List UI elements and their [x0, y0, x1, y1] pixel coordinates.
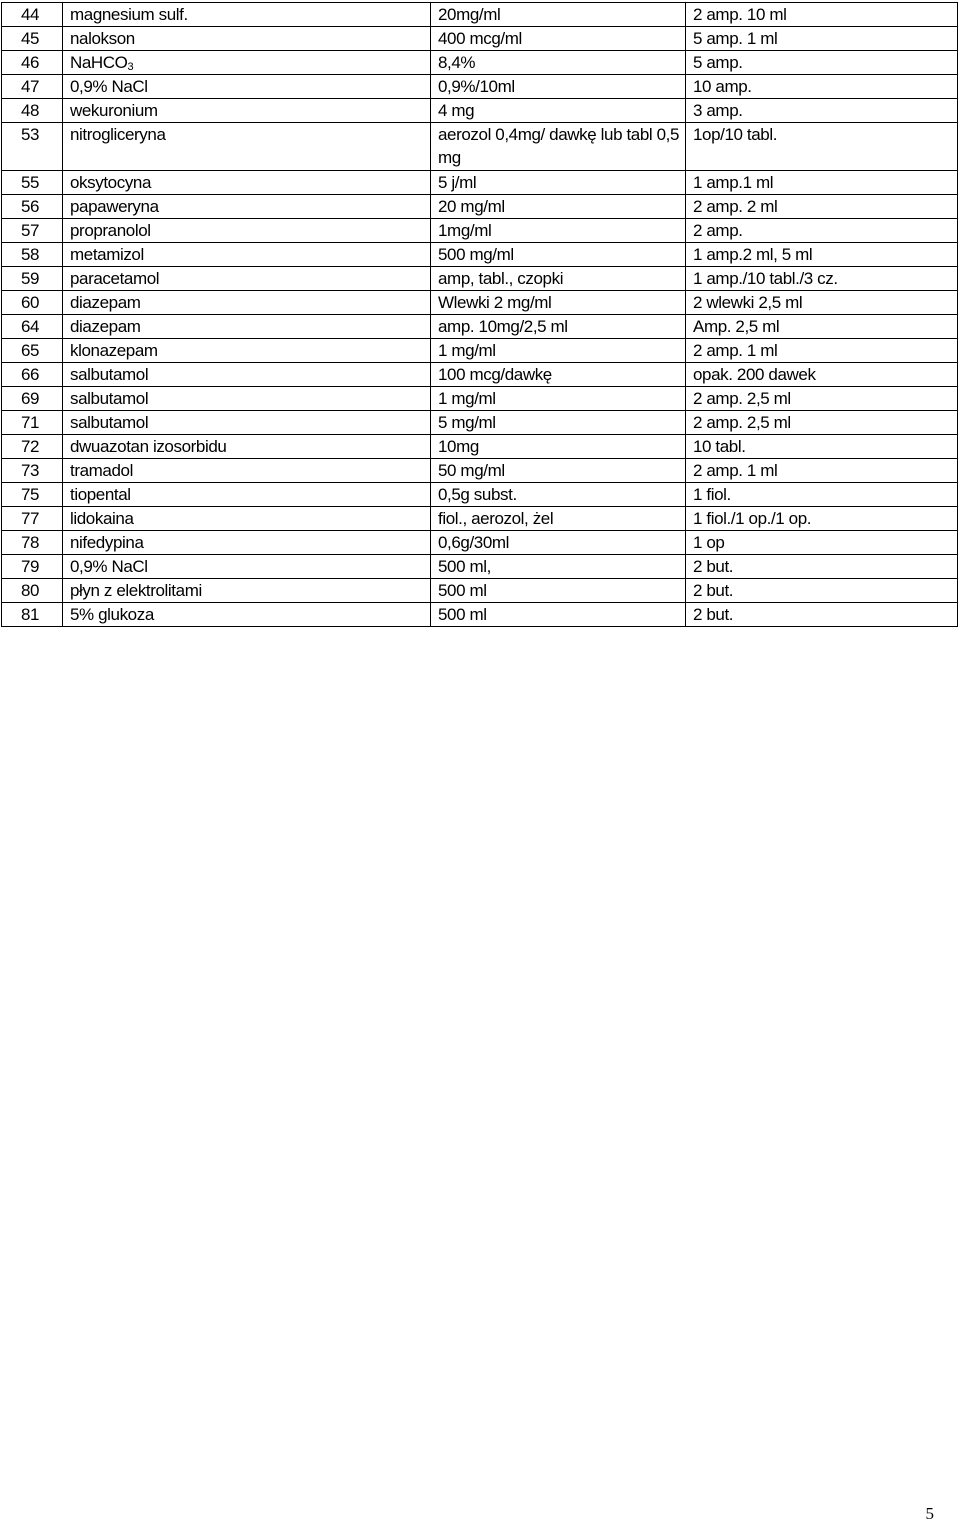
drug-form: 4 mg: [431, 99, 686, 123]
drug-name: lidokaina: [63, 507, 431, 531]
drug-form: 50 mg/ml: [431, 459, 686, 483]
drug-name: salbutamol: [63, 387, 431, 411]
table-row: [2, 291, 958, 315]
drug-quantity: 2 wlewki 2,5 ml: [686, 291, 958, 315]
table-row: [2, 387, 958, 411]
drug-name: salbutamol: [63, 411, 431, 435]
table-row: [2, 435, 958, 459]
row-number: 77: [2, 507, 63, 531]
table-row: [2, 267, 958, 291]
row-number: 64: [2, 315, 63, 339]
drug-quantity: 1 amp./10 tabl./3 cz.: [686, 267, 958, 291]
row-number: 53: [2, 123, 63, 171]
drug-name: klonazepam: [63, 339, 431, 363]
drug-form: 8,4%: [431, 51, 686, 75]
row-number: 44: [2, 3, 63, 27]
drug-name: diazepam: [63, 291, 431, 315]
table-row: [2, 195, 958, 219]
drug-name: tiopental: [63, 483, 431, 507]
drug-quantity: opak. 200 dawek: [686, 363, 958, 387]
table-row: [2, 171, 958, 195]
drug-name: paracetamol: [63, 267, 431, 291]
table-row: [2, 315, 958, 339]
row-number: 59: [2, 267, 63, 291]
drug-name: tramadol: [63, 459, 431, 483]
row-number: 58: [2, 243, 63, 267]
row-number: 47: [2, 75, 63, 99]
drug-name: płyn z elektrolitami: [63, 579, 431, 603]
drug-name: [63, 51, 431, 75]
drug-form: 1mg/ml: [431, 219, 686, 243]
drug-quantity: 2 but.: [686, 603, 958, 627]
drug-name-subscript: 3: [127, 61, 134, 73]
row-number: 72: [2, 435, 63, 459]
drug-quantity: 2 amp. 10 ml: [686, 3, 958, 27]
drug-name: diazepam: [63, 315, 431, 339]
drug-form: 0,5g subst.: [431, 483, 686, 507]
drug-form: 500 ml: [431, 603, 686, 627]
drug-quantity: 2 amp. 2,5 ml: [686, 411, 958, 435]
table-row: [2, 507, 958, 531]
row-number: 55: [2, 171, 63, 195]
drug-form: 20 mg/ml: [431, 195, 686, 219]
drug-quantity: 2 amp. 2 ml: [686, 195, 958, 219]
drug-form: 20mg/ml: [431, 3, 686, 27]
drug-quantity: 2 amp. 1 ml: [686, 339, 958, 363]
drug-name: papaweryna: [63, 195, 431, 219]
drug-name: 0,9% NaCl: [63, 75, 431, 99]
drug-form: 500 ml: [431, 579, 686, 603]
drug-name: wekuronium: [63, 99, 431, 123]
table-row: [2, 579, 958, 603]
row-number: 79: [2, 555, 63, 579]
drug-quantity: 1 fiol./1 op./1 op.: [686, 507, 958, 531]
drug-quantity: 5 amp. 1 ml: [686, 27, 958, 51]
row-number: 81: [2, 603, 63, 627]
table-row: [2, 123, 958, 171]
row-number: 46: [2, 51, 63, 75]
page-number: 5: [925, 1504, 934, 1523]
drug-quantity: 2 amp. 1 ml: [686, 459, 958, 483]
drug-quantity: 10 amp.: [686, 75, 958, 99]
drug-form: amp. 10mg/2,5 ml: [431, 315, 686, 339]
row-number: 71: [2, 411, 63, 435]
drug-name: oksytocyna: [63, 171, 431, 195]
table-row: [2, 219, 958, 243]
drug-form: 500 ml,: [431, 555, 686, 579]
drug-name: 0,9% NaCl: [63, 555, 431, 579]
drug-form: 10mg: [431, 435, 686, 459]
table-row: [2, 51, 958, 75]
row-number: 56: [2, 195, 63, 219]
drug-name: nalokson: [63, 27, 431, 51]
row-number: 65: [2, 339, 63, 363]
row-number: 60: [2, 291, 63, 315]
drug-form: 0,9%/10ml: [431, 75, 686, 99]
drug-form: 0,6g/30ml: [431, 531, 686, 555]
row-number: 75: [2, 483, 63, 507]
drug-name: 5% glukoza: [63, 603, 431, 627]
drug-form: 5 mg/ml: [431, 411, 686, 435]
row-number: 57: [2, 219, 63, 243]
drug-form: 100 mcg/dawkę: [431, 363, 686, 387]
drug-form: aerozol 0,4mg/ dawkę lub tabl 0,5 mg: [431, 123, 686, 171]
table-row: [2, 531, 958, 555]
drug-table: [1, 2, 958, 627]
table-row: [2, 483, 958, 507]
drug-quantity: 1 fiol.: [686, 483, 958, 507]
row-number: 48: [2, 99, 63, 123]
drug-name: nitrogliceryna: [63, 123, 431, 171]
drug-quantity: 5 amp.: [686, 51, 958, 75]
drug-quantity: 2 amp.: [686, 219, 958, 243]
table-row: [2, 75, 958, 99]
drug-form: 500 mg/ml: [431, 243, 686, 267]
drug-quantity: 1 amp.1 ml: [686, 171, 958, 195]
row-number: 45: [2, 27, 63, 51]
drug-form: amp, tabl., czopki: [431, 267, 686, 291]
drug-quantity: 1 op: [686, 531, 958, 555]
drug-quantity: 1 amp.2 ml, 5 ml: [686, 243, 958, 267]
drug-name: metamizol: [63, 243, 431, 267]
drug-name: dwuazotan izosorbidu: [63, 435, 431, 459]
drug-quantity: 2 amp. 2,5 ml: [686, 387, 958, 411]
row-number: 66: [2, 363, 63, 387]
table-row: [2, 555, 958, 579]
drug-quantity: 3 amp.: [686, 99, 958, 123]
drug-name-text: NaHCO: [70, 53, 128, 72]
table-row: [2, 363, 958, 387]
drug-quantity: 2 but.: [686, 555, 958, 579]
drug-name: salbutamol: [63, 363, 431, 387]
drug-quantity: 10 tabl.: [686, 435, 958, 459]
drug-quantity: Amp. 2,5 ml: [686, 315, 958, 339]
drug-form: 400 mcg/ml: [431, 27, 686, 51]
table-row: [2, 603, 958, 627]
table-row: [2, 339, 958, 363]
row-number: 78: [2, 531, 63, 555]
drug-quantity: 2 but.: [686, 579, 958, 603]
row-number: 80: [2, 579, 63, 603]
drug-name: propranolol: [63, 219, 431, 243]
drug-form: 1 mg/ml: [431, 387, 686, 411]
drug-form: fiol., aerozol, żel: [431, 507, 686, 531]
table-row: [2, 411, 958, 435]
table-row: [2, 243, 958, 267]
table-row: [2, 27, 958, 51]
drug-quantity: 1op/10 tabl.: [686, 123, 958, 171]
table-row: [2, 459, 958, 483]
row-number: 69: [2, 387, 63, 411]
table-row: [2, 99, 958, 123]
drug-name: magnesium sulf.: [63, 3, 431, 27]
drug-form: 5 j/ml: [431, 171, 686, 195]
drug-form: 1 mg/ml: [431, 339, 686, 363]
row-number: 73: [2, 459, 63, 483]
drug-name: nifedypina: [63, 531, 431, 555]
table-row: [2, 3, 958, 27]
drug-form: Wlewki 2 mg/ml: [431, 291, 686, 315]
